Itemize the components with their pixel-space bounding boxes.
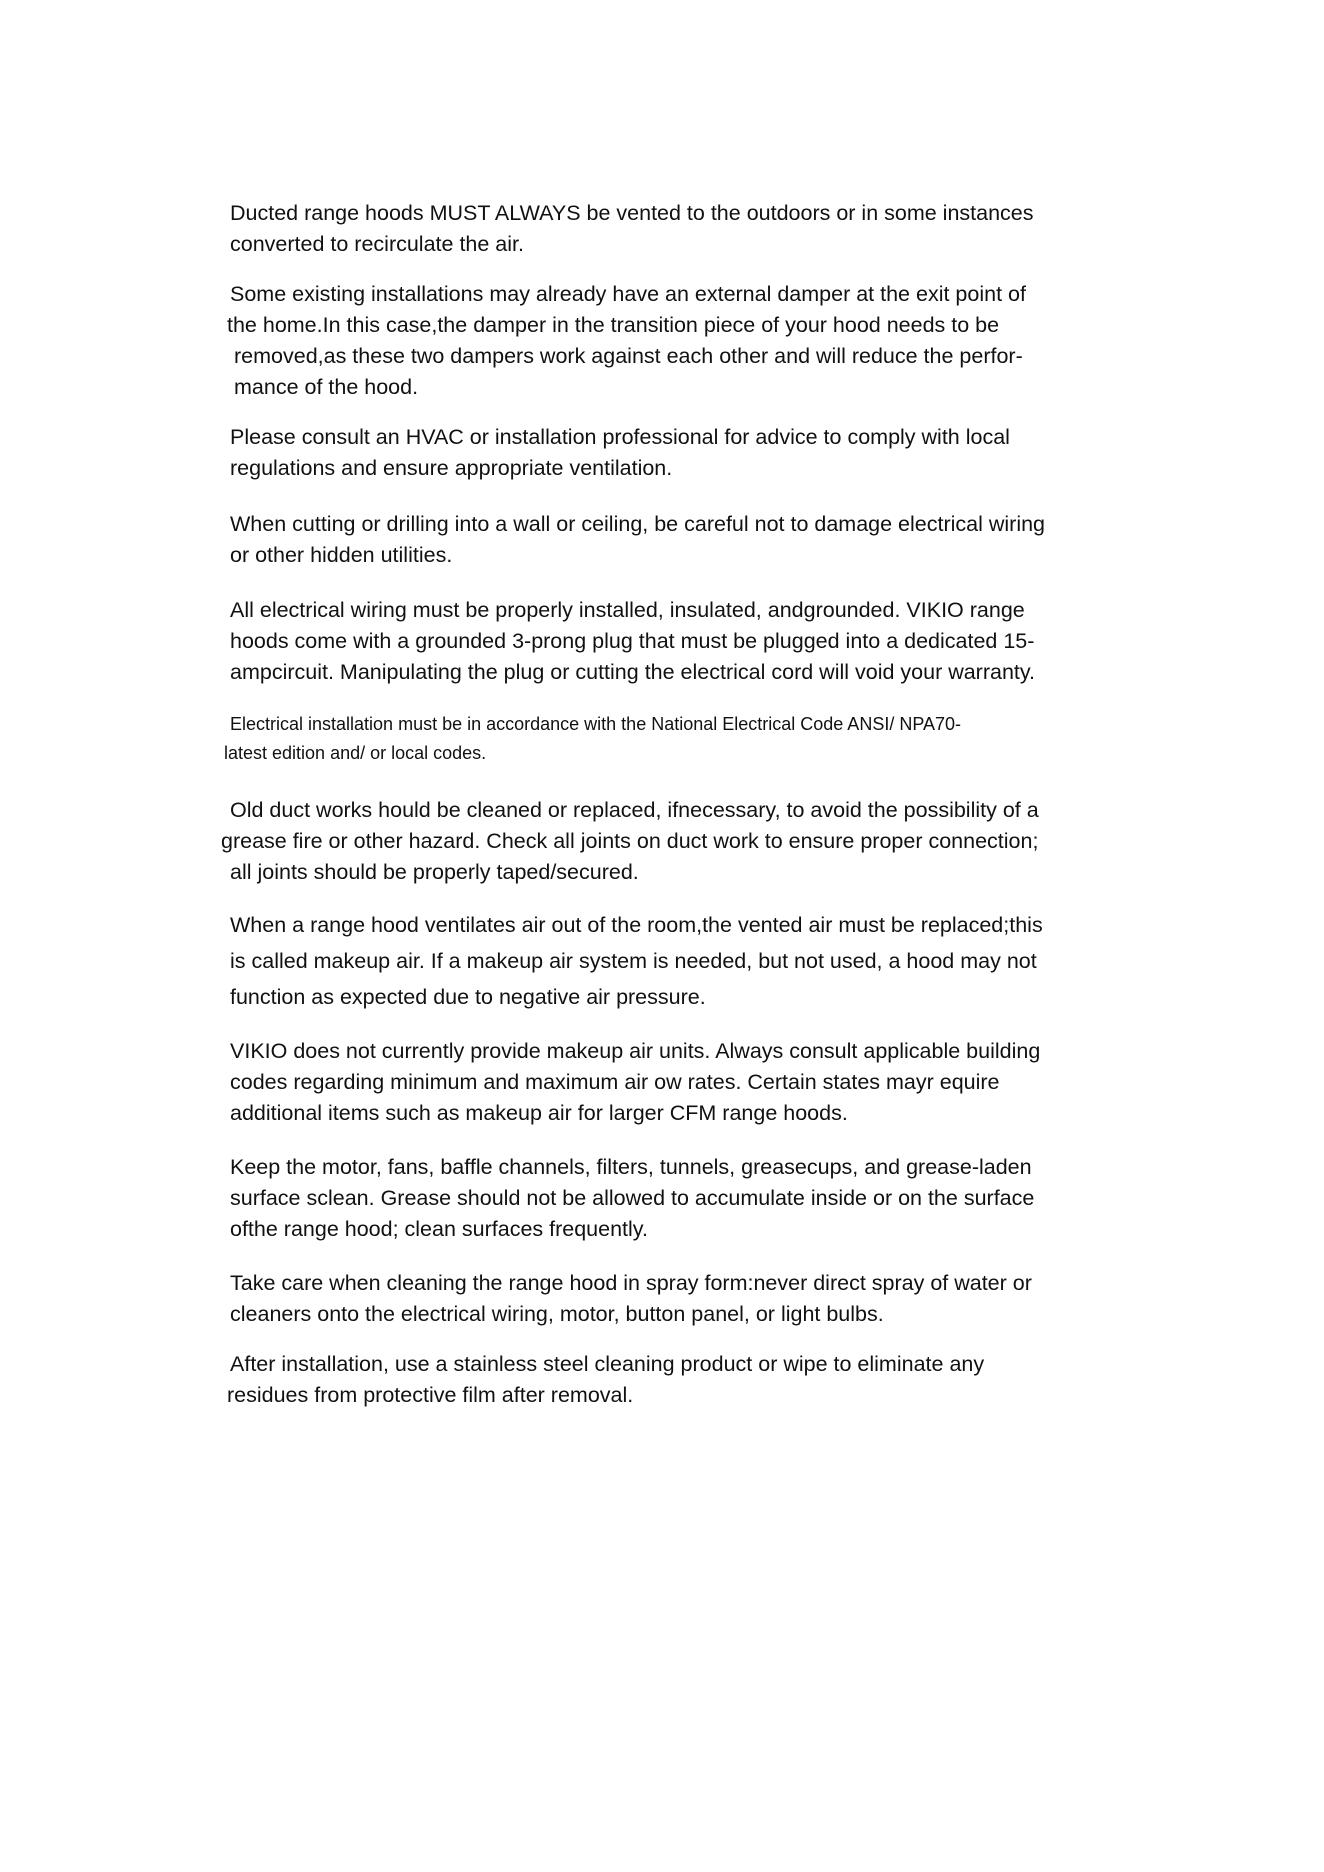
- text-line: residues from protective film after removal.: [227, 1383, 634, 1407]
- paragraph-makeup-units: [230, 1036, 1150, 1129]
- text-line: surface sclean. Grease should not be allowed to accumulate inside or on the surface: [230, 1186, 1035, 1210]
- paragraph-ducted-venting: [230, 198, 1150, 260]
- text-line: is called makeup air. If a makeup air system is needed, but not used, a hood may not: [230, 949, 1037, 973]
- text-line: mance of the hood.: [234, 375, 419, 399]
- text-line: function as expected due to negative air pressure.: [230, 985, 706, 1009]
- paragraph-electrical-code: [224, 710, 1150, 768]
- text-line: codes regarding minimum and maximum air ow rates. Certain states mayr equire: [230, 1070, 1000, 1094]
- paragraph-spray-cleaning: [230, 1268, 1150, 1330]
- text-line: ofthe range hood; clean surfaces frequently.: [230, 1217, 648, 1241]
- text-line: VIKIO does not currently provide makeup air units. Always consult applicable building: [230, 1039, 1041, 1063]
- text-line: cleaners onto the electrical wiring, motor, button panel, or light bulbs.: [230, 1302, 884, 1326]
- paragraph-cutting-drilling: [230, 509, 1150, 571]
- paragraph-makeup-air: [230, 907, 1150, 1015]
- text-line: When a range hood ventilates air out of the room,the vented air must be replaced;this: [230, 913, 1043, 937]
- text-line: Some existing installations may already have an external damper at the exit point of: [230, 282, 1026, 306]
- paragraph-after-installation: [227, 1349, 1150, 1411]
- text-line: latest edition and/ or local codes.: [224, 743, 487, 763]
- text-line: When cutting or drilling into a wall or ceiling, be careful not to damage electrical wiring: [230, 512, 1046, 536]
- text-line: Keep the motor, fans, baffle channels, filters, tunnels, greasecups, and grease-laden: [230, 1155, 1032, 1179]
- text-line: Take care when cleaning the range hood in spray form:never direct spray of water or: [230, 1271, 1032, 1295]
- text-line: Ducted range hoods MUST ALWAYS be vented to the outdoors or in some instances: [230, 201, 1034, 225]
- text-line: all joints should be properly taped/secured.: [230, 860, 639, 884]
- text-line: After installation, use a stainless steel cleaning product or wipe to eliminate any: [230, 1352, 985, 1376]
- paragraph-electrical-wiring: [230, 595, 1150, 688]
- text-line: removed,as these two dampers work against each other and will reduce the perfor-: [234, 344, 1023, 368]
- text-line: grease fire or other hazard. Check all joints on duct work to ensure proper connection;: [221, 829, 1039, 853]
- paragraph-keep-clean: [230, 1152, 1150, 1245]
- text-line: regulations and ensure appropriate ventilation.: [230, 456, 673, 480]
- paragraph-hvac-consult: [230, 422, 1150, 484]
- text-line: Old duct works hould be cleaned or replaced, ifnecessary, to avoid the possibility of a: [230, 798, 1039, 822]
- text-line: converted to recirculate the air.: [230, 232, 524, 256]
- text-line: Electrical installation must be in accordance with the National Electrical Code ANSI/ NPA70-: [230, 714, 962, 734]
- text-line: additional items such as makeup air for larger CFM range hoods.: [230, 1101, 848, 1125]
- text-line: the home.In this case,the damper in the transition piece of your hood needs to be: [227, 313, 1000, 337]
- text-line: ampcircuit. Manipulating the plug or cutting the electrical cord will void your warranty.: [230, 660, 1036, 684]
- paragraph-old-duct-works: [221, 795, 1150, 888]
- text-line: hoods come with a grounded 3-prong plug that must be plugged into a dedicated 15-: [230, 629, 1035, 653]
- text-line: All electrical wiring must be properly installed, insulated, andgrounded. VIKIO range: [230, 598, 1025, 622]
- text-line: or other hidden utilities.: [230, 543, 453, 567]
- paragraph-external-damper: [227, 279, 1150, 403]
- text-line: Please consult an HVAC or installation professional for advice to comply with local: [230, 425, 1010, 449]
